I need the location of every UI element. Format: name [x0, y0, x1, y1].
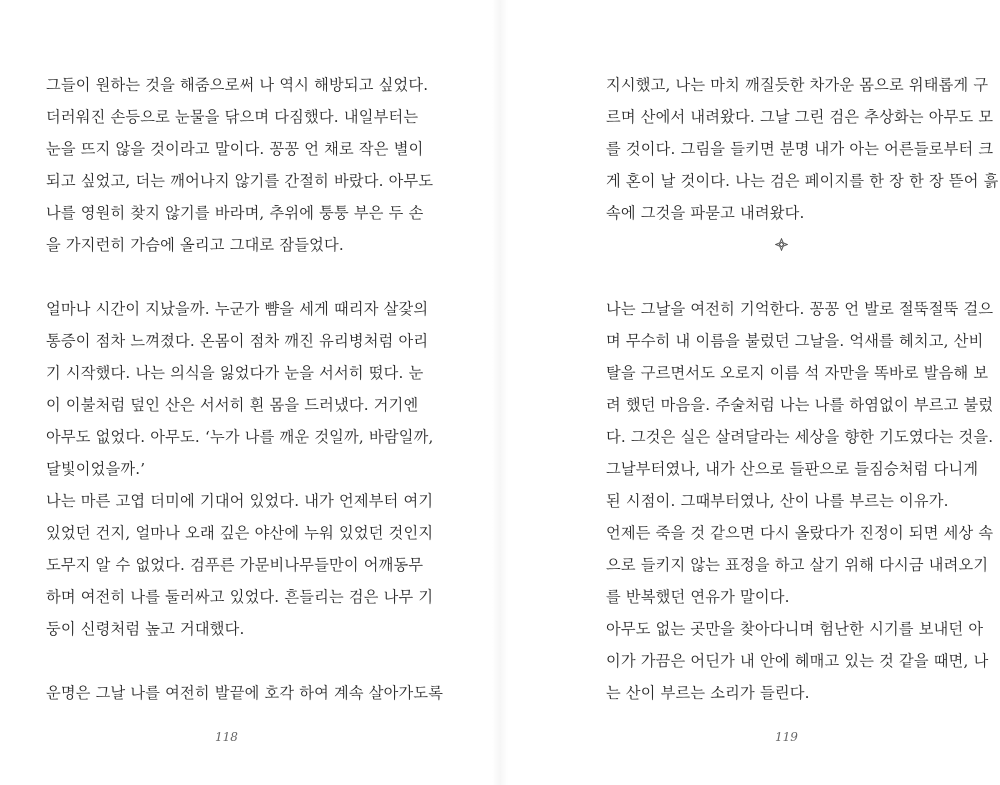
- right-page: [500, 0, 1000, 785]
- text-line: 탈을 구르면서도 오로지 이름 석 자만을 똑바로 발음해 보: [606, 364, 989, 382]
- text-line: 속에 그것을 파묻고 내려왔다.: [606, 204, 805, 222]
- text-line: 얼마나 시간이 지났을까. 누군가 뺨을 세게 때리자 살갗의: [46, 300, 429, 318]
- text-line: 을 가지런히 가슴에 올리고 그대로 잠들었다.: [46, 236, 344, 254]
- right-page-text: [606, 69, 999, 709]
- text-line: 지시했고, 나는 마치 깨질듯한 차가운 몸으로 위태롭게 구: [606, 76, 989, 94]
- text-line: 나는 마른 고엽 더미에 기대어 있었다. 내가 언제부터 여기: [46, 492, 434, 510]
- text-line: 통증이 점차 느껴졌다. 온몸이 점차 깨진 유리병처럼 아리: [46, 332, 429, 350]
- paragraph-gap: [46, 645, 443, 677]
- left-page-number: 118: [215, 730, 238, 744]
- paragraph-gap: [606, 261, 999, 293]
- text-line: 눈을 뜨지 않을 것이라고 말이다. 꽁꽁 언 채로 작은 별이: [46, 140, 424, 158]
- text-line: 도무지 알 수 없었다. 검푸른 가문비나무들만이 어깨동무: [46, 556, 424, 574]
- text-line: 이가 가끔은 어딘가 내 안에 헤매고 있는 것 같을 때면, 나: [606, 652, 989, 670]
- left-page-text: [46, 69, 443, 709]
- right-page-text-before-ornament: [606, 69, 999, 229]
- diamond-ornament-icon: [606, 229, 956, 261]
- text-line: 그들이 원하는 것을 해줌으로써 나 역시 해방되고 싶었다.: [46, 76, 429, 94]
- text-line: 다. 그것은 실은 살려달라는 세상을 향한 기도였다는 것을.: [606, 428, 994, 446]
- text-line: 나를 영원히 찾지 않기를 바라며, 추위에 퉁퉁 부은 두 손: [46, 204, 424, 222]
- text-line: 그날부터였나, 내가 산으로 들판으로 들짐승처럼 다니게: [606, 460, 979, 478]
- text-line: 언제든 죽을 것 같으면 다시 올랐다가 진정이 되면 세상 속: [606, 524, 994, 542]
- text-line: 달빛이었을까.’: [46, 460, 146, 478]
- right-page-number: 119: [775, 730, 798, 744]
- text-line: 게 혼이 날 것이다. 나는 검은 페이지를 한 장 한 장 뜯어 흙: [606, 172, 999, 190]
- text-line: 를 것이다. 그림을 들키면 분명 내가 아는 어른들로부터 크: [606, 140, 994, 158]
- text-line: 기 시작했다. 나는 의식을 잃었다가 눈을 서서히 떴다. 눈: [46, 364, 424, 382]
- text-line: 하며 여전히 나를 둘러싸고 있었다. 흔들리는 검은 나무 기: [46, 588, 434, 606]
- text-line: 있었던 건지, 얼마나 오래 깊은 야산에 누워 있었던 것인지: [46, 524, 434, 542]
- text-line: 아무도 없었다. 아무도. ‘누가 나를 깨운 것일까, 바람일까,: [46, 428, 434, 446]
- text-line: 더러워진 손등으로 눈물을 닦으며 다짐했다. 내일부터는: [46, 108, 419, 126]
- text-line: 된 시점이. 그때부터였나, 산이 나를 부르는 이유가.: [606, 492, 949, 510]
- text-line: 운명은 그날 나를 여전히 발끝에 호각 하여 계속 살아가도록: [46, 684, 444, 702]
- text-line: 나는 그날을 여전히 기억한다. 꽁꽁 언 발로 절뚝절뚝 걸으: [606, 300, 994, 318]
- text-line: 려 했던 마음을. 주술처럼 나는 나를 하염없이 부르고 불렀: [606, 396, 994, 414]
- text-line: 되고 싶었고, 더는 깨어나지 않기를 간절히 바랐다. 아무도: [46, 172, 434, 190]
- text-line: 이 이불처럼 덮인 산은 서서히 흰 몸을 드러냈다. 거기엔: [46, 396, 419, 414]
- text-line: 둥이 신령처럼 높고 거대했다.: [46, 620, 245, 638]
- text-line: 를 반복했던 연유가 말이다.: [606, 588, 790, 606]
- text-line: 아무도 없는 곳만을 찾아다니며 험난한 시기를 보내던 아: [606, 620, 984, 638]
- paragraph-gap: [46, 261, 443, 293]
- text-line: 르며 산에서 내려왔다. 그날 그린 검은 추상화는 아무도 모: [606, 108, 994, 126]
- text-line: 며 무수히 내 이름을 불렀던 그날을. 억새를 헤치고, 산비: [606, 332, 984, 350]
- text-line: 으로 들키지 않는 표정을 하고 살기 위해 다시금 내려오기: [606, 556, 989, 574]
- right-page-text-after-ornament: [606, 293, 999, 709]
- text-line: 는 산이 부르는 소리가 들린다.: [606, 684, 810, 702]
